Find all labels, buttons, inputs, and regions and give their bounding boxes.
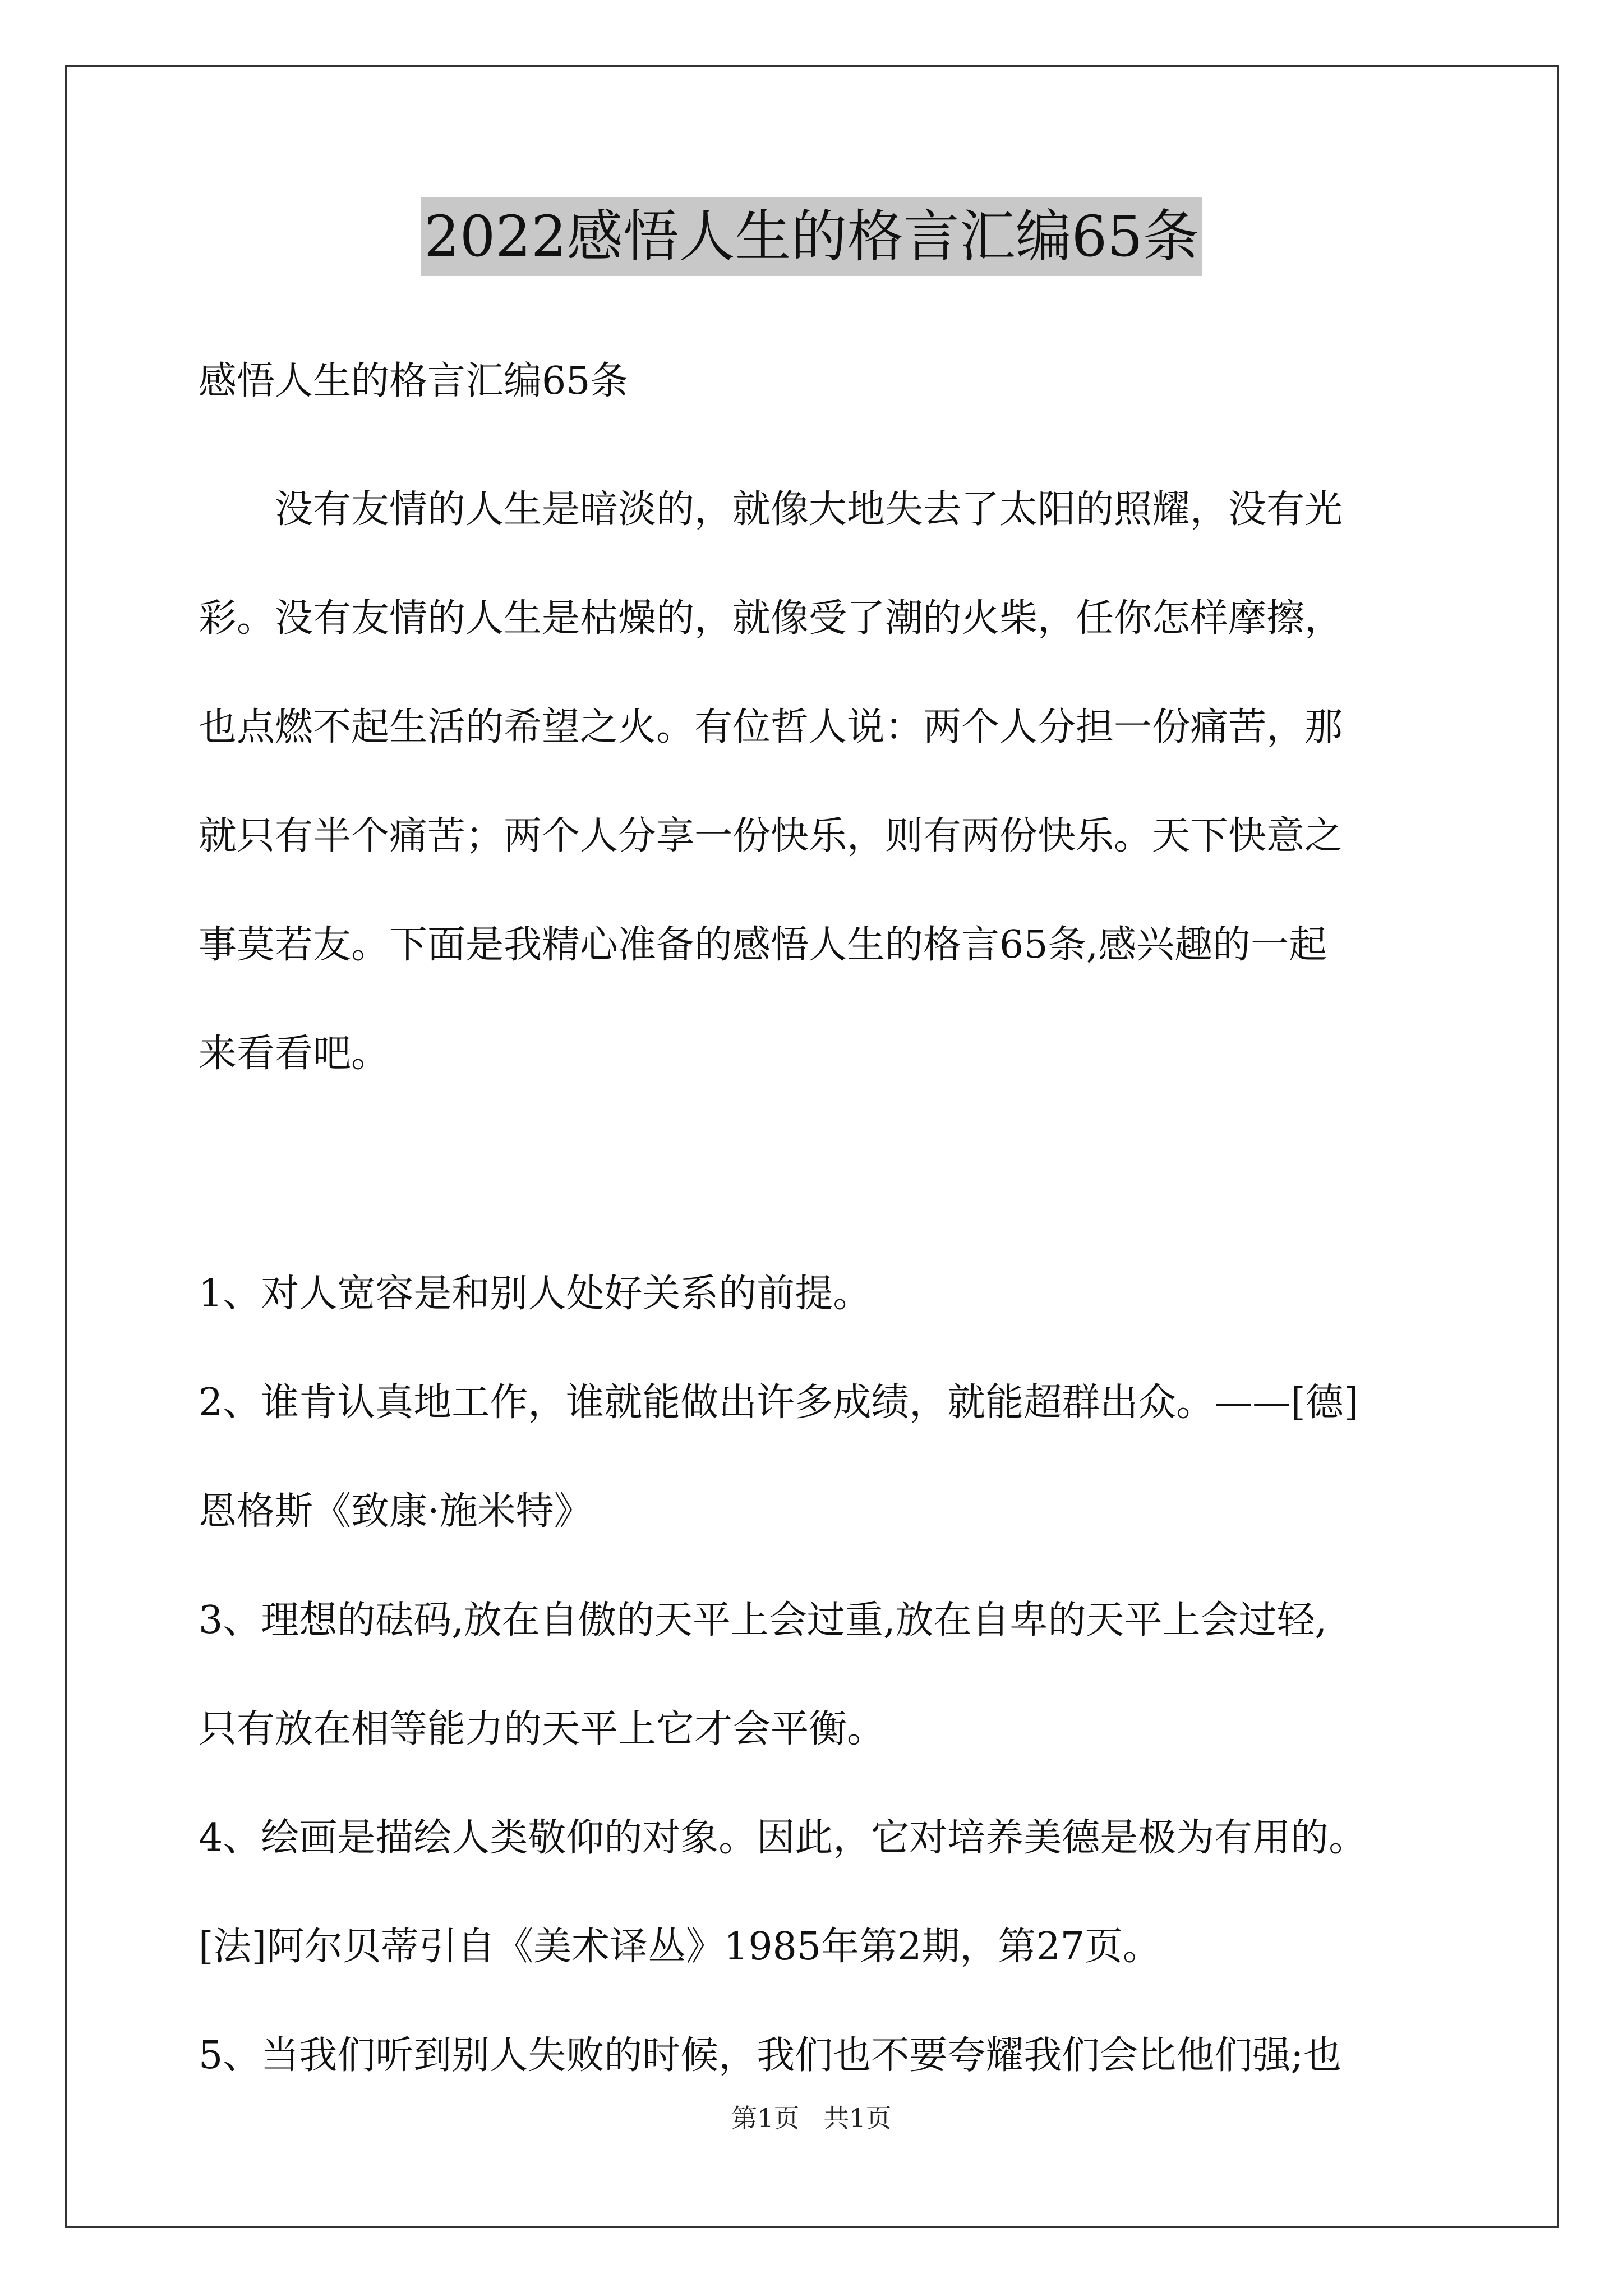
page-footer	[0, 2101, 1623, 2135]
maxim-line: 只有放在相等能力的天平上它才会平衡。	[199, 1707, 886, 1751]
intro-line: 事莫若友。下面是我精心准备的感悟人生的格言65条,感兴趣的一起	[199, 923, 1327, 967]
document-title: 2022感悟人生的格言汇编65条	[421, 197, 1202, 276]
intro-line: 没有友情的人生是暗淡的，就像大地失去了太阳的照耀，没有光	[275, 487, 1343, 532]
page-number-current: 第1页	[731, 2103, 800, 2133]
intro-line: 就只有半个痛苦；两个人分享一份快乐，则有两份快乐。天下快意之	[199, 814, 1343, 858]
maxim-line: [法]阿尔贝蒂引自《美术译丛》1985年第2期，第27页。	[199, 1925, 1161, 1969]
page-number-total: 共1页	[823, 2103, 892, 2133]
intro-paragraph	[199, 455, 1432, 1108]
document-body	[199, 348, 1432, 2110]
maxim-line: 3、理想的砝码,放在自傲的天平上会过重,放在自卑的天平上会过轻,	[199, 1598, 1327, 1642]
maxim-line: 恩格斯《致康·施米特》	[199, 1489, 592, 1534]
maxim-list	[199, 1240, 1432, 2110]
intro-line: 来看看吧。	[199, 1032, 390, 1076]
document-subtitle: 感悟人生的格言汇编65条	[199, 359, 629, 403]
intro-line: 彩。没有友情的人生是枯燥的，就像受了潮的火柴，任你怎样摩擦，	[199, 596, 1343, 641]
maxim-line: 2、谁肯认真地工作，谁就能做出许多成绩，就能超群出众。——[德]	[199, 1381, 1359, 1425]
intro-line: 也点燃不起生活的希望之火。有位哲人说：两个人分担一份痛苦，那	[199, 705, 1343, 749]
maxim-line: 1、对人宽容是和别人处好关系的前提。	[199, 1272, 872, 1316]
maxim-line: 5、当我们听到别人失败的时候，我们也不要夸耀我们会比他们强;也	[199, 2033, 1342, 2078]
title-container	[0, 197, 1623, 276]
maxim-line: 4、绘画是描绘人类敬仰的对象。因此，它对培养美德是极为有用的。	[199, 1816, 1367, 1860]
